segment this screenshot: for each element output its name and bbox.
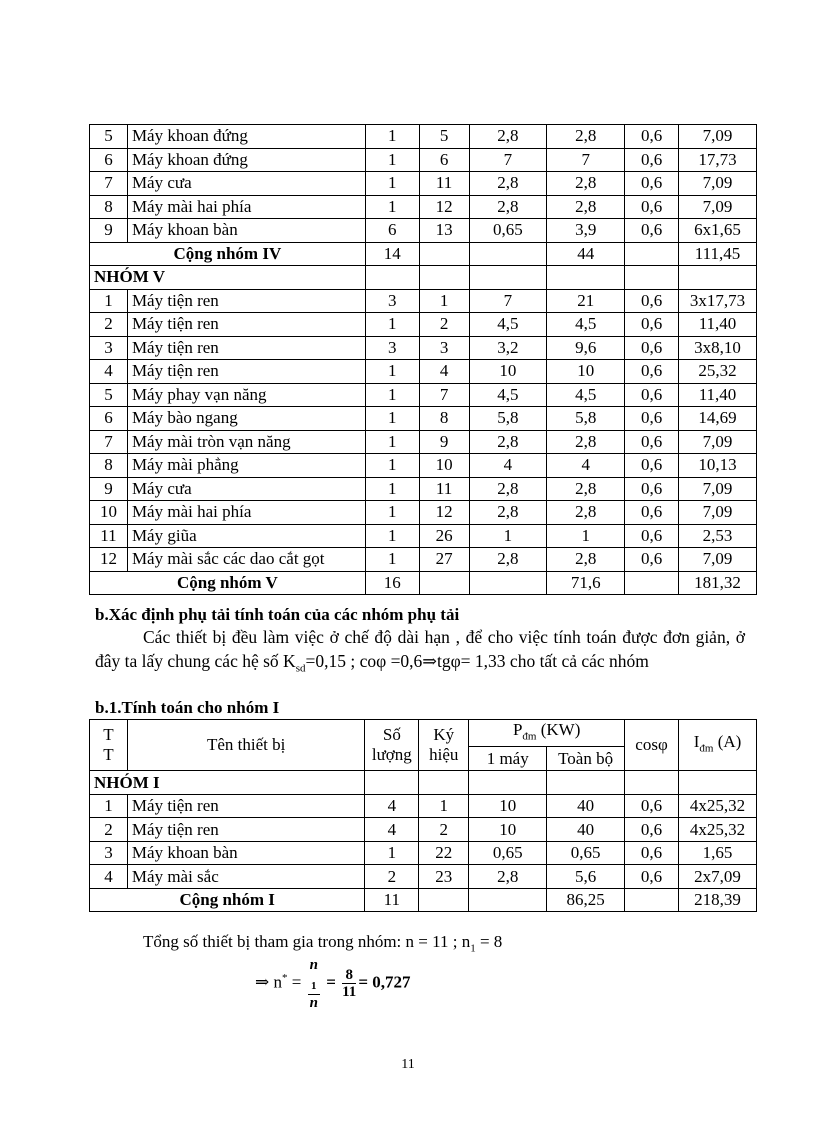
total-quantity: 16 [365,571,419,595]
empty-cell [469,242,547,266]
power-per-unit: 10 [469,360,547,384]
section-heading: b.Xác định phụ tải tính toán của các nhóm phụ tải [95,605,460,624]
power-total: 4,5 [547,383,625,407]
power-total: 2,8 [547,501,625,525]
rated-current: 1,65 [679,841,757,865]
cos-phi: 0,6 [625,865,679,889]
table-row [90,524,757,548]
row-number: 6 [90,407,128,431]
device-code: 22 [419,841,469,865]
row-number: 5 [90,383,128,407]
power-per-unit: 7 [469,289,547,313]
row-number: 1 [90,794,128,818]
cos-phi: 0,6 [625,430,679,454]
device-code: 9 [419,430,469,454]
header-qty: Số lượng [365,720,419,771]
quantity: 1 [365,407,419,431]
table-row [90,383,757,407]
power-per-unit: 4,5 [469,313,547,337]
power-per-unit: 0,65 [469,219,547,243]
rated-current: 7,09 [679,125,757,149]
formula-line-1: Tổng số thiết bị tham gia trong nhóm: n = 11 ; $n_1 = 8$ [143,932,503,955]
power-per-unit: 0,65 [469,841,547,865]
rated-current: 7,09 [679,172,757,196]
empty-cell [469,771,547,795]
quantity: 1 [365,841,419,865]
total-power: 44 [547,242,625,266]
ksd-subscript: sd [295,662,306,675]
device-code: 4 [419,360,469,384]
empty-cell [679,266,757,290]
table-row [90,172,757,196]
paragraph-text-2: =0,15 ; coφ =0,6⇒tgφ= 1,33 cho tất cả các nhóm [305,651,649,671]
rated-current: 2x7,09 [679,865,757,889]
rated-current: 2,53 [679,524,757,548]
rated-current: 7,09 [679,195,757,219]
power-per-unit: 2,8 [469,172,547,196]
power-total: 2,8 [547,125,625,149]
power-total: 2,8 [547,172,625,196]
device-name: Máy tiện ren [127,360,365,384]
machine-table-group-i [89,719,757,912]
power-per-unit: 4 [469,454,547,478]
cos-phi: 0,6 [625,794,679,818]
power-total: 5,8 [547,407,625,431]
power-total: 2,8 [547,548,625,572]
empty-cell [625,571,679,595]
power-per-unit: 4,5 [469,383,547,407]
table-row [90,841,757,865]
row-number: 9 [90,219,128,243]
quantity: 1 [365,195,419,219]
section-paragraph [95,625,745,681]
device-code: 2 [419,313,469,337]
row-number: 4 [90,865,128,889]
empty-cell [679,771,757,795]
row-number: 2 [90,818,128,842]
table-row [90,430,757,454]
device-name: Máy cưa [127,172,365,196]
empty-cell [625,771,679,795]
page-number: 11 [401,1057,415,1072]
device-code: 11 [419,172,469,196]
cos-phi: 0,6 [625,195,679,219]
device-name: Máy phay vạn năng [127,383,365,407]
rated-current: 3x17,73 [679,289,757,313]
group-title-row [90,771,757,795]
device-code: 26 [419,524,469,548]
quantity: 6 [365,219,419,243]
empty-cell [625,242,679,266]
power-total: 4,5 [547,313,625,337]
empty-cell [419,771,469,795]
power-total: 4 [547,454,625,478]
empty-cell [419,266,469,290]
rated-current: 11,40 [679,383,757,407]
machine-table-groups-iv-v [89,124,757,595]
cos-phi: 0,6 [625,841,679,865]
power-total: 2,8 [547,195,625,219]
row-number: 2 [90,313,128,337]
cos-phi: 0,6 [625,548,679,572]
cos-phi: 0,6 [625,383,679,407]
fraction-n1-over-n: n $_1$ n [309,956,318,1011]
device-code: 12 [419,195,469,219]
table-body [90,771,757,912]
device-code: 1 [419,289,469,313]
total-power: 71,6 [547,571,625,595]
quantity: 1 [365,148,419,172]
group-title: NHÓM I [90,771,365,795]
row-number: 11 [90,524,128,548]
quantity: 4 [365,818,419,842]
quantity: 1 [365,172,419,196]
quantity: 3 [365,336,419,360]
table-row [90,313,757,337]
device-code: 13 [419,219,469,243]
device-name: Máy khoan đứng [127,125,365,149]
quantity: 3 [365,289,419,313]
power-per-unit: 5,8 [469,407,547,431]
device-code: 10 [419,454,469,478]
quantity: 1 [365,548,419,572]
table-row [90,289,757,313]
cos-phi: 0,6 [625,313,679,337]
row-number: 3 [90,841,128,865]
rated-current: 17,73 [679,148,757,172]
cos-phi: 0,6 [625,407,679,431]
power-per-unit: 2,8 [469,548,547,572]
device-name: Máy tiện ren [127,313,365,337]
empty-cell [469,571,547,595]
empty-cell [469,266,547,290]
power-total: 40 [547,794,625,818]
total-label: Cộng nhóm I [90,888,365,912]
header-p1: 1 máy [469,747,547,771]
table-row [90,548,757,572]
table-row [90,360,757,384]
device-name: Máy mài sắc các dao cắt gọt [127,548,365,572]
device-code: 6 [419,148,469,172]
total-current: 111,45 [679,242,757,266]
table-row [90,219,757,243]
quantity: 1 [365,360,419,384]
device-name: Máy mài hai phía [127,195,365,219]
formula-line-2: ⇒ n* = n $_1$ n = $\frac{8}{11}$ = 0,727 [255,956,411,1011]
cos-phi: 0,6 [625,219,679,243]
row-number: 7 [90,172,128,196]
device-name: Máy khoan bàn [127,219,365,243]
device-name: Máy cưa [127,477,365,501]
power-total: 2,8 [547,430,625,454]
header-power: $P_{đm}$ (KW) [469,720,625,747]
rated-current: 7,09 [679,477,757,501]
device-name: Máy bào ngang [127,407,365,431]
device-code: 7 [419,383,469,407]
group-title-row [90,266,757,290]
rated-current: 4x25,32 [679,818,757,842]
empty-cell [547,771,625,795]
empty-cell [419,571,469,595]
empty-cell [547,266,625,290]
power-per-unit: 2,8 [469,430,547,454]
power-per-unit: 10 [469,818,547,842]
device-name: Máy mài phẳng [127,454,365,478]
quantity: 1 [365,430,419,454]
header-cos: cosφ [625,720,679,771]
power-per-unit: 1 [469,524,547,548]
total-row [90,571,757,595]
table-row [90,336,757,360]
table-row [90,501,757,525]
cos-phi: 0,6 [625,501,679,525]
cos-phi: 0,6 [625,454,679,478]
quantity: 4 [365,794,419,818]
power-total: 1 [547,524,625,548]
header-name: Tên thiết bị [127,720,364,771]
rated-current: 6x1,65 [679,219,757,243]
rated-current: 7,09 [679,430,757,454]
device-name: Máy giũa [127,524,365,548]
power-per-unit: 2,8 [469,501,547,525]
power-total: 0,65 [547,841,625,865]
header-code: Ký hiệu [419,720,469,771]
total-quantity: 14 [365,242,419,266]
row-number: 7 [90,430,128,454]
device-code: 8 [419,407,469,431]
empty-cell [469,888,547,912]
device-name: Máy mài tròn vạn năng [127,430,365,454]
table-row [90,407,757,431]
row-number: 12 [90,548,128,572]
rated-current: 25,32 [679,360,757,384]
rated-current: 4x25,32 [679,794,757,818]
table-row [90,865,757,889]
cos-phi: 0,6 [625,148,679,172]
power-per-unit: 10 [469,794,547,818]
quantity: 1 [365,501,419,525]
row-number: 8 [90,454,128,478]
power-total: 7 [547,148,625,172]
row-number: 1 [90,289,128,313]
header-row-1 [90,720,757,747]
row-number: 6 [90,148,128,172]
device-code: 27 [419,548,469,572]
device-name: Máy khoan đứng [127,148,365,172]
device-code: 11 [419,477,469,501]
power-total: 40 [547,818,625,842]
table-row [90,477,757,501]
power-per-unit: 3,2 [469,336,547,360]
cos-phi: 0,6 [625,524,679,548]
rated-current: 7,09 [679,548,757,572]
quantity: 1 [365,454,419,478]
total-power: 86,25 [547,888,625,912]
power-total: 10 [547,360,625,384]
cos-phi: 0,6 [625,360,679,384]
table-row [90,818,757,842]
device-name: Máy tiện ren [127,289,365,313]
device-code: 3 [419,336,469,360]
cos-phi: 0,6 [625,125,679,149]
empty-cell [419,242,469,266]
fraction-8-over-11: $\frac{8}{11}$ [342,967,357,1001]
rated-current: 14,69 [679,407,757,431]
table-row [90,148,757,172]
rated-current: 10,13 [679,454,757,478]
rated-current: 3x8,10 [679,336,757,360]
cos-phi: 0,6 [625,477,679,501]
power-per-unit: 2,8 [469,195,547,219]
empty-cell [625,888,679,912]
device-code: 12 [419,501,469,525]
device-code: 1 [419,794,469,818]
table-row [90,794,757,818]
total-quantity: 11 [365,888,419,912]
paragraph-text-1: Các thiết bị đều làm việc ở chế độ dài hạn , để cho việc tính toán được đơn giản, ở đây ta lấy chung các hệ số K [95,627,745,671]
total-current: 181,32 [679,571,757,595]
row-number: 3 [90,336,128,360]
power-per-unit: 2,8 [469,865,547,889]
device-code: 23 [419,865,469,889]
total-row [90,888,757,912]
power-total: 21 [547,289,625,313]
quantity: 1 [365,524,419,548]
table-row [90,454,757,478]
device-name: Máy khoan bàn [127,841,364,865]
device-code: 5 [419,125,469,149]
subsection-heading: b.1.Tính toán cho nhóm I [95,698,280,717]
group-title: NHÓM V [90,266,366,290]
row-number: 10 [90,501,128,525]
total-label: Cộng nhóm IV [90,242,366,266]
device-name: Máy mài sắc [127,865,364,889]
header-current: $I_{đm}$ (A) [679,720,757,771]
quantity: 1 [365,313,419,337]
quantity: 1 [365,383,419,407]
cos-phi: 0,6 [625,289,679,313]
row-number: 9 [90,477,128,501]
table-row [90,195,757,219]
total-label: Cộng nhóm V [90,571,366,595]
device-name: Máy mài hai phía [127,501,365,525]
header-ptotal: Toàn bộ [547,747,625,771]
power-per-unit: 7 [469,148,547,172]
empty-cell [365,266,419,290]
power-total: 3,9 [547,219,625,243]
cos-phi: 0,6 [625,818,679,842]
power-per-unit: 2,8 [469,477,547,501]
quantity: 1 [365,477,419,501]
quantity: 2 [365,865,419,889]
cos-phi: 0,6 [625,172,679,196]
row-number: 4 [90,360,128,384]
table-body [90,125,757,595]
empty-cell [365,771,419,795]
quantity: 1 [365,125,419,149]
device-name: Máy tiện ren [127,336,365,360]
rated-current: 11,40 [679,313,757,337]
table-row [90,125,757,149]
total-current: 218,39 [679,888,757,912]
cos-phi: 0,6 [625,336,679,360]
device-code: 2 [419,818,469,842]
device-name: Máy tiện ren [127,794,364,818]
device-name: Máy tiện ren [127,818,364,842]
header-tt: T T [90,720,128,771]
power-per-unit: 2,8 [469,125,547,149]
row-number: 8 [90,195,128,219]
row-number: 5 [90,125,128,149]
power-total: 5,6 [547,865,625,889]
empty-cell [419,888,469,912]
power-total: 9,6 [547,336,625,360]
empty-cell [625,266,679,290]
total-row [90,242,757,266]
rated-current: 7,09 [679,501,757,525]
power-total: 2,8 [547,477,625,501]
